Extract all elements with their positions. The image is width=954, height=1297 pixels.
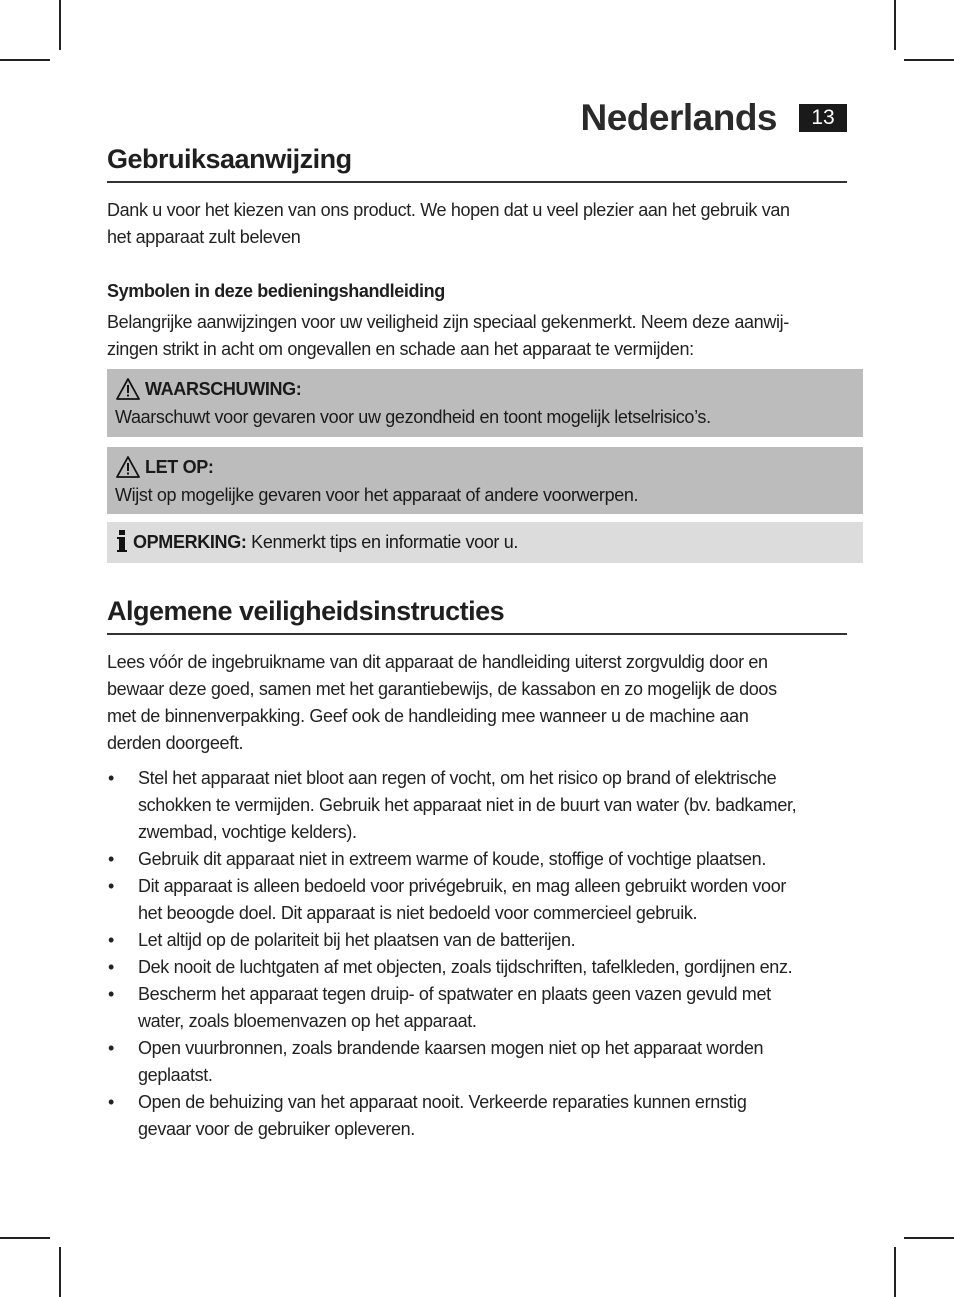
crop-mark: [894, 1247, 896, 1297]
section-title: Algemene veiligheidsinstructies: [107, 596, 847, 635]
symbols-paragraph: [107, 309, 847, 363]
text-line: Dank u voor het kiezen van ons product. We hopen dat u veel plezier aan het gebruik van: [107, 200, 790, 220]
caution-text: Wijst op mogelijke gevaren voor het apparaat of andere voorwerpen.: [115, 485, 639, 505]
bullet: •: [108, 876, 114, 896]
text-line: Let altijd op de polariteit bij het plaatsen van de batterijen.: [138, 930, 576, 950]
note-label: OPMERKING:: [133, 532, 247, 552]
text-line: Lees vóór de ingebruikname van dit apparaat de handleiding uiterst zorgvuldig door en: [107, 652, 768, 672]
crop-mark: [904, 1237, 954, 1239]
list-item: [107, 981, 847, 1035]
safety-intro: [107, 649, 847, 757]
crop-mark: [904, 59, 954, 61]
page-header: [580, 98, 847, 138]
section-title: Gebruiksaanwijzing: [107, 144, 847, 183]
text-line: Dit apparaat is alleen bedoeld voor privégebruik, en mag alleen gebruikt worden voor: [138, 876, 787, 896]
text-line: Gebruik dit apparaat niet in extreem warme of koude, stoffige of vochtige plaatsen.: [138, 849, 766, 869]
bullet: •: [108, 1092, 114, 1112]
note-text: Kenmerkt tips en informatie voor u.: [246, 532, 519, 552]
text-line: schokken te vermijden. Gebruik het apparaat niet in de buurt van water (bv. badkamer,: [138, 795, 797, 815]
list-item: [107, 927, 847, 954]
text-line: Bescherm het apparaat tegen druip- of spatwater en plaats geen vazen gevuld met: [138, 984, 771, 1004]
bullet: •: [108, 768, 114, 788]
section-instructions: [107, 144, 847, 183]
crop-mark: [894, 0, 896, 50]
warning-triangle-icon: [115, 377, 141, 401]
info-icon: [115, 529, 129, 553]
caution-label: LET OP:: [145, 457, 214, 477]
text-line: zingen strikt in acht om ongevallen en schade aan het apparaat te vermijden:: [107, 339, 694, 359]
bullet: •: [108, 984, 114, 1004]
list-item: [107, 1035, 847, 1089]
warning-label: WAARSCHUWING:: [145, 379, 302, 399]
text-line: geplaatst.: [138, 1065, 213, 1085]
crop-mark: [0, 59, 50, 61]
list-item: [107, 954, 847, 981]
crop-mark: [59, 0, 61, 50]
text-line: Dek nooit de luchtgaten af met objecten, zoals tijdschriften, tafelkleden, gordijnen enz.: [138, 957, 793, 977]
safety-list: [107, 765, 847, 1143]
crop-mark: [59, 1247, 61, 1297]
list-item: [107, 1089, 847, 1143]
bullet: •: [108, 930, 114, 950]
list-item: [107, 765, 847, 846]
intro-paragraph: [107, 197, 847, 251]
list-item: [107, 873, 847, 927]
text-line: gevaar voor de gebruiker opleveren.: [138, 1119, 415, 1139]
page-number: 13: [799, 104, 847, 132]
text-line: het beoogde doel. Dit apparaat is niet bedoeld voor commercieel gebruik.: [138, 903, 698, 923]
section-safety: [107, 596, 847, 635]
symbols-heading: Symbolen in deze bedieningshandleiding: [107, 281, 445, 301]
bullet: •: [108, 849, 114, 869]
bullet: •: [108, 957, 114, 977]
language-title: Nederlands: [580, 97, 777, 138]
caution-box: [107, 447, 863, 514]
text-line: Open de behuizing van het apparaat nooit. Verkeerde reparaties kunnen ernstig: [138, 1092, 747, 1112]
warning-box: [107, 369, 863, 437]
text-line: derden doorgeeft.: [107, 733, 244, 753]
bullet: •: [108, 1038, 114, 1058]
warning-heading: [115, 375, 855, 403]
warning-text: Waarschuwt voor gevaren voor uw gezondheid en toont mogelijk letselrisico’s.: [115, 407, 711, 427]
list-item: [107, 846, 847, 873]
text-line: met de binnenverpakking. Geef ook de handleiding mee wanneer u de machine aan: [107, 706, 749, 726]
text-line: het apparaat zult beleven: [107, 227, 301, 247]
note-box: [107, 522, 863, 563]
warning-triangle-icon: [115, 455, 141, 479]
text-line: Stel het apparaat niet bloot aan regen of vocht, om het risico op brand of elektrische: [138, 768, 777, 788]
crop-mark: [0, 1237, 50, 1239]
text-line: zwembad, vochtige kelders).: [138, 822, 357, 842]
text-line: water, zoals bloemenvazen op het apparaat.: [138, 1011, 477, 1031]
caution-heading: [115, 453, 855, 481]
text-line: Open vuurbronnen, zoals brandende kaarsen mogen niet op het apparaat worden: [138, 1038, 764, 1058]
text-line: Belangrijke aanwijzingen voor uw veiligheid zijn speciaal gekenmerkt. Neem deze aanwij-: [107, 312, 789, 332]
text-line: bewaar deze goed, samen met het garantiebewijs, de kassabon en zo mogelijk de doos: [107, 679, 777, 699]
